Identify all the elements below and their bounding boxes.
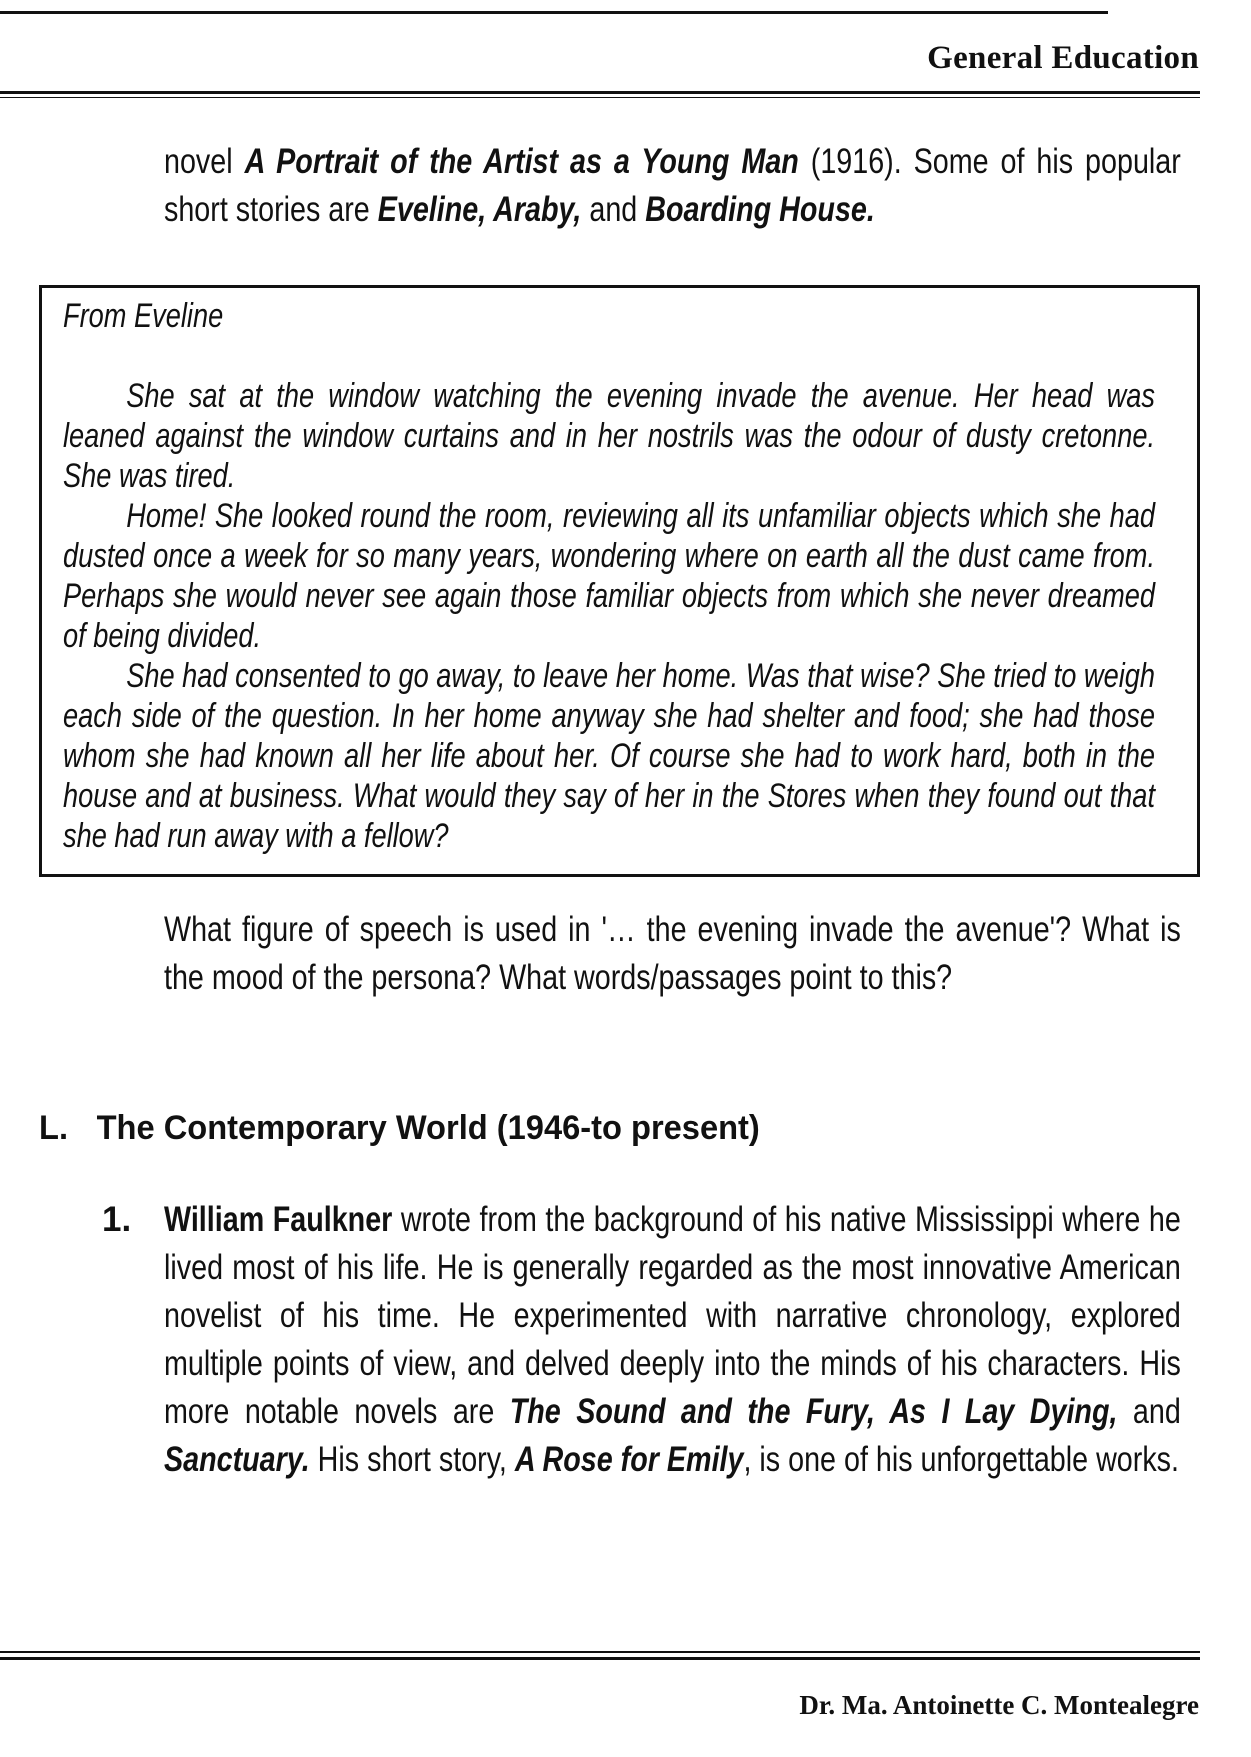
footer-top-rule-thick bbox=[0, 1657, 1200, 1660]
excerpt-box bbox=[39, 285, 1200, 877]
list-item-text: wrote from the background of his native Mississippi where he lived most of his life. He is generally regarded as the most innovative American novelist of his time. He experimented with narrative chronology, explored multiple points of view, and delved deeply into the minds of his characters. His more notable novels are bbox=[164, 1200, 1181, 1431]
footer-author: Dr. Ma. Antoinette C. Montealegre bbox=[799, 1690, 1199, 1720]
author-name: William Faulkner bbox=[164, 1200, 393, 1239]
excerpt-paragraph: She sat at the window watching the evening invade the avenue. Her head was leaned against the window curtains and in her nostrils was the odour of dusty cretonne. She was tired. bbox=[63, 377, 1156, 495]
novel-title: Sanctuary. bbox=[164, 1440, 310, 1479]
story-title: Boarding House. bbox=[645, 190, 875, 229]
novel-titles: The Sound and the Fury, As I Lay Dying, bbox=[509, 1392, 1118, 1431]
list-item-text: and bbox=[1117, 1392, 1181, 1431]
header-bottom-rule-thin bbox=[0, 97, 1200, 98]
excerpt-title: From Eveline bbox=[63, 297, 224, 335]
story-titles: Eveline, Araby, bbox=[377, 190, 582, 229]
section-title: The Contemporary World (1946-to present) bbox=[96, 1109, 760, 1147]
intro-text: (1916). Some of his popular short stories are bbox=[164, 142, 1181, 229]
excerpt-content bbox=[63, 296, 1155, 856]
short-story-title: A Rose for Emily bbox=[514, 1440, 744, 1479]
intro-text: novel bbox=[164, 142, 245, 181]
excerpt-paragraph: Home! She looked round the room, reviewing all its unfamiliar objects which she had dusted once a week for so many years, wondering where on earth all the dust came from. Perhaps she would never see again those familiar objects from which she never dreamed of being divided. bbox=[63, 497, 1156, 655]
intro-paragraph bbox=[164, 138, 1181, 234]
intro-text: and bbox=[581, 190, 646, 229]
header-top-rule bbox=[0, 11, 1108, 14]
section-heading bbox=[39, 1105, 760, 1151]
book-title: A Portrait of the Artist as a Young Man bbox=[244, 142, 799, 181]
list-item-text: , is one of his unforgettable works. bbox=[743, 1440, 1180, 1479]
header-bottom-rule bbox=[0, 91, 1200, 94]
list-item bbox=[164, 1196, 1181, 1484]
list-item-number: 1. bbox=[102, 1200, 132, 1239]
header-title: General Education bbox=[927, 40, 1199, 76]
list-item-text: His short story, bbox=[309, 1440, 515, 1479]
section-letter: L. bbox=[39, 1109, 69, 1147]
question-paragraph: What figure of speech is used in '… the evening invade the avenue'? What is the mood of the persona? What words/passages point to this? bbox=[164, 910, 1181, 997]
excerpt-paragraph: She had consented to go away, to leave her home. Was that wise? She tried to weigh each side of the question. In her home anyway she had shelter and food; she had those whom she had known all her life about her. Of course she had to work hard, both in the house and at business. What would they say of her in the Stores when they found out that she had run away with a fellow? bbox=[63, 657, 1156, 855]
footer-top-rule bbox=[0, 1651, 1200, 1653]
